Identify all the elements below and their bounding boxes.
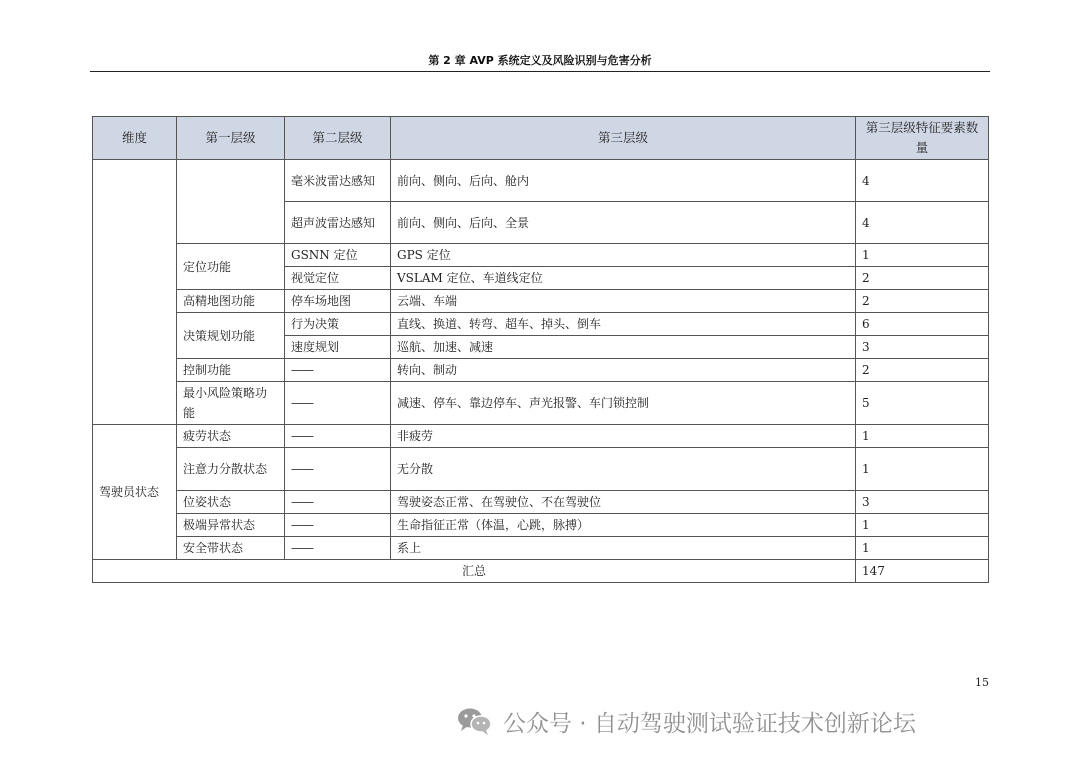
level2-cell: —— <box>285 491 391 514</box>
level2-cell: —— <box>285 537 391 560</box>
level2-cell: GSNN 定位 <box>285 244 391 267</box>
table-row <box>93 448 989 491</box>
count-cell: 3 <box>856 336 989 359</box>
level3-cell: VSLAM 定位、车道线定位 <box>391 267 856 290</box>
level2-cell: 行为决策 <box>285 313 391 336</box>
count-cell: 1 <box>856 514 989 537</box>
count-cell: 2 <box>856 359 989 382</box>
level1-cell: 定位功能 <box>177 244 285 290</box>
table-row <box>93 491 989 514</box>
count-cell: 2 <box>856 267 989 290</box>
level3-cell: 巡航、加速、减速 <box>391 336 856 359</box>
level2-cell: —— <box>285 514 391 537</box>
level1-cell: 高精地图功能 <box>177 290 285 313</box>
level3-cell: 生命指征正常（体温，心跳，脉搏） <box>391 514 856 537</box>
level2-cell: 速度规划 <box>285 336 391 359</box>
count-cell: 1 <box>856 448 989 491</box>
col-header-dimension: 维度 <box>93 117 177 160</box>
level2-cell: —— <box>285 448 391 491</box>
table-row <box>93 514 989 537</box>
level1-cell: 决策规划功能 <box>177 313 285 359</box>
count-cell: 1 <box>856 537 989 560</box>
table-row <box>93 425 989 448</box>
watermark-text: 公众号 · 自动驾驶测试验证技术创新论坛 <box>503 710 916 737</box>
level3-cell: 减速、停车、靠边停车、声光报警、车门锁控制 <box>391 382 856 425</box>
dimension-cell <box>93 160 177 425</box>
level2-cell: —— <box>285 382 391 425</box>
col-header-level2: 第二层级 <box>285 117 391 160</box>
level1-cell: 疲劳状态 <box>177 425 285 448</box>
count-cell: 5 <box>856 382 989 425</box>
col-header-level3: 第三层级 <box>391 117 856 160</box>
level2-cell: 超声波雷达感知 <box>285 202 391 244</box>
watermark <box>455 704 916 738</box>
level3-cell: 直线、换道、转弯、超车、掉头、倒车 <box>391 313 856 336</box>
table-row <box>93 359 989 382</box>
count-cell: 4 <box>856 202 989 244</box>
col-header-count: 第三层级特征要素数量 <box>856 117 989 160</box>
count-cell: 1 <box>856 425 989 448</box>
level3-cell: 非疲劳 <box>391 425 856 448</box>
level2-cell: 毫米波雷达感知 <box>285 160 391 202</box>
table-row <box>93 537 989 560</box>
count-cell: 6 <box>856 313 989 336</box>
count-cell: 2 <box>856 290 989 313</box>
level3-cell: 前向、侧向、后向、舱内 <box>391 160 856 202</box>
table-row <box>93 244 989 267</box>
count-cell: 1 <box>856 244 989 267</box>
col-header-level1: 第一层级 <box>177 117 285 160</box>
dimension-cell: 驾驶员状态 <box>93 425 177 560</box>
level1-cell: 最小风险策略功能 <box>177 382 285 425</box>
level2-cell: 视觉定位 <box>285 267 391 290</box>
level3-cell: 前向、侧向、后向、全景 <box>391 202 856 244</box>
level3-cell: 云端、车端 <box>391 290 856 313</box>
level3-cell: 系上 <box>391 537 856 560</box>
table-header-row <box>93 117 989 160</box>
wechat-icon <box>455 706 495 736</box>
level2-cell: —— <box>285 359 391 382</box>
header-rule <box>90 71 990 72</box>
page-header: 第 2 章 AVP 系统定义及风险识别与危害分析 <box>428 54 652 67</box>
level1-cell <box>177 160 285 244</box>
level1-cell: 位姿状态 <box>177 491 285 514</box>
total-label: 汇总 <box>93 560 856 583</box>
level1-cell: 控制功能 <box>177 359 285 382</box>
total-count: 147 <box>856 560 989 583</box>
level3-cell: GPS 定位 <box>391 244 856 267</box>
table-row <box>93 290 989 313</box>
feature-table <box>92 116 989 583</box>
level3-cell: 转向、制动 <box>391 359 856 382</box>
count-cell: 4 <box>856 160 989 202</box>
level1-cell: 注意力分散状态 <box>177 448 285 491</box>
level1-cell: 安全带状态 <box>177 537 285 560</box>
level2-cell: 停车场地图 <box>285 290 391 313</box>
table-row <box>93 313 989 336</box>
table-row <box>93 382 989 425</box>
level2-cell: —— <box>285 425 391 448</box>
level3-cell: 驾驶姿态正常、在驾驶位、不在驾驶位 <box>391 491 856 514</box>
table-row <box>93 160 989 202</box>
count-cell: 3 <box>856 491 989 514</box>
level1-cell: 极端异常状态 <box>177 514 285 537</box>
page-number: 15 <box>975 676 989 689</box>
total-row <box>93 560 989 583</box>
level3-cell: 无分散 <box>391 448 856 491</box>
